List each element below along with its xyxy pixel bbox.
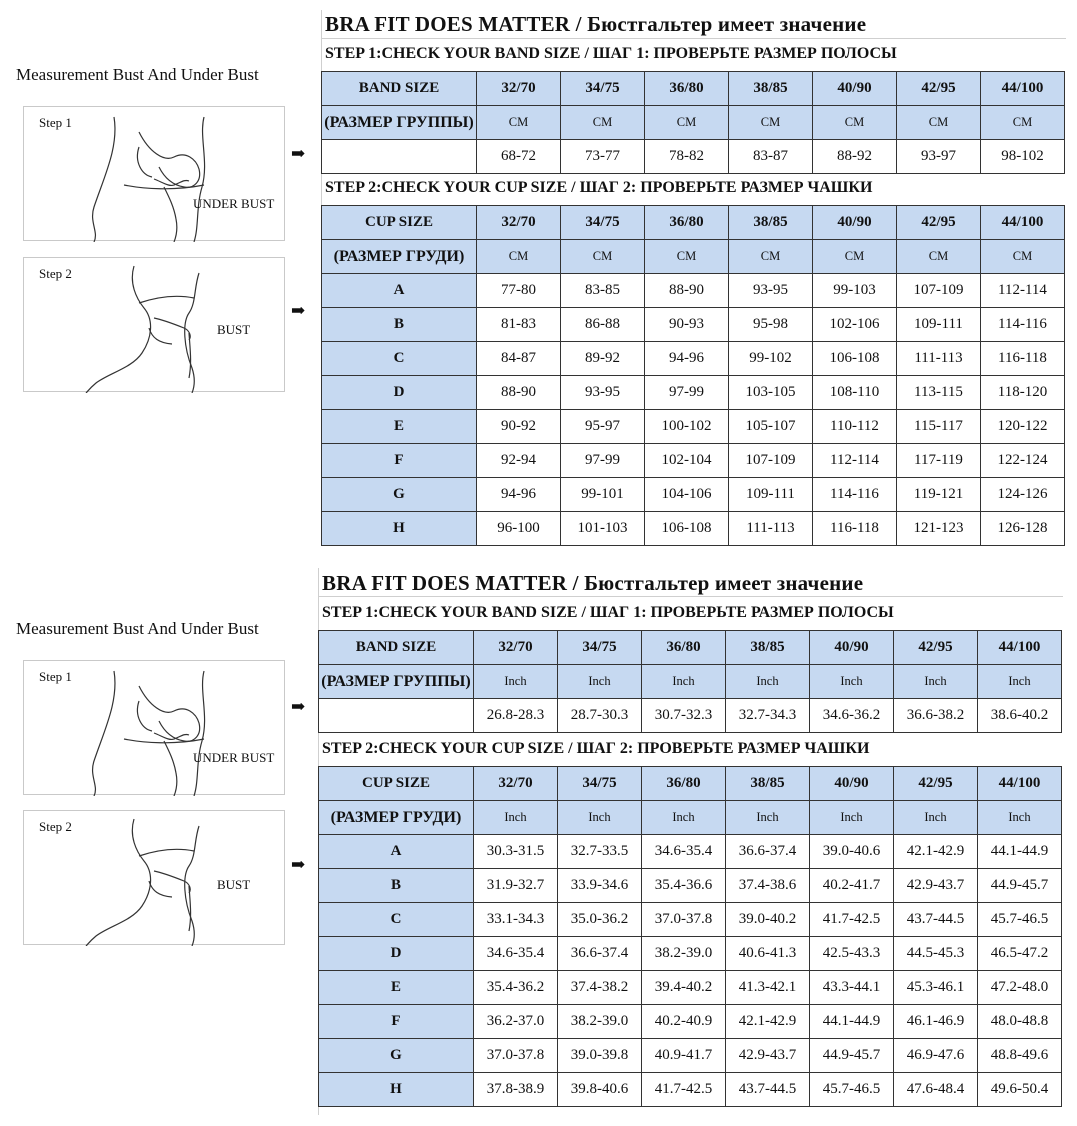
size-column-header: 32/70 xyxy=(477,72,561,106)
bust-measurement: 110-112 xyxy=(813,410,897,444)
empty-cell xyxy=(319,699,474,733)
table-row xyxy=(319,903,1062,937)
cup-letter: D xyxy=(322,376,477,410)
table-row xyxy=(322,274,1065,308)
bust-measurement: 83-85 xyxy=(561,274,645,308)
bust-label: BUST xyxy=(217,322,251,337)
bust-measurement: 40.6-41.3 xyxy=(726,937,810,971)
chart-title: BRA FIT DOES MATTER / Бюстгальтер имеет значение xyxy=(322,571,864,595)
bust-measurement: 38.2-39.0 xyxy=(642,937,726,971)
unit-label: CM xyxy=(981,106,1065,140)
unit-label: CM xyxy=(813,106,897,140)
bust-measurement: 35.4-36.2 xyxy=(474,971,558,1005)
cup-size-subheader: (РАЗМЕР ГРУДИ) xyxy=(322,240,477,274)
cup-letter: C xyxy=(322,342,477,376)
table-row xyxy=(319,1005,1062,1039)
arrow-right-icon: ➡ xyxy=(291,855,306,874)
bust-label: BUST xyxy=(217,877,251,892)
cup-letter: C xyxy=(319,903,474,937)
unit-label: CM xyxy=(477,106,561,140)
bust-measurement: 117-119 xyxy=(897,444,981,478)
unit-label: Inch xyxy=(978,801,1062,835)
measurement-title: Measurement Bust And Under Bust xyxy=(16,65,259,84)
unit-label: Inch xyxy=(558,665,642,699)
bust-measurement: 100-102 xyxy=(645,410,729,444)
bust-measurement: 92-94 xyxy=(477,444,561,478)
step1-title: STEP 1:CHECK YOUR BAND SIZE / ШАГ 1: ПРОВЕРЬТЕ РАЗМЕР ПОЛОСЫ xyxy=(325,45,897,62)
unit-label: CM xyxy=(981,240,1065,274)
bust-measurement: 90-92 xyxy=(477,410,561,444)
unit-label: CM xyxy=(813,240,897,274)
bust-measurement: 106-108 xyxy=(645,512,729,546)
size-column-header: 36/80 xyxy=(645,72,729,106)
bust-measurement: 48.0-48.8 xyxy=(978,1005,1062,1039)
bust-measurement: 126-128 xyxy=(981,512,1065,546)
size-column-header: 44/100 xyxy=(981,72,1065,106)
bust-measurement: 89-92 xyxy=(561,342,645,376)
bust-measurement: 48.8-49.6 xyxy=(978,1039,1062,1073)
bust-measurement: 77-80 xyxy=(477,274,561,308)
band-measurement: 68-72 xyxy=(477,140,561,174)
bust-measurement: 45.7-46.5 xyxy=(978,903,1062,937)
bust-measurement: 103-105 xyxy=(729,376,813,410)
unit-label: CM xyxy=(645,240,729,274)
bust-measurement: 122-124 xyxy=(981,444,1065,478)
size-column-header: 38/85 xyxy=(726,631,810,665)
bust-measurement: 111-113 xyxy=(897,342,981,376)
band-measurement: 32.7-34.3 xyxy=(726,699,810,733)
size-column-header: 44/100 xyxy=(981,206,1065,240)
bust-measurement: 99-101 xyxy=(561,478,645,512)
band-measurement: 28.7-30.3 xyxy=(558,699,642,733)
step2-illustration xyxy=(23,257,285,392)
bust-measurement: 39.8-40.6 xyxy=(558,1073,642,1107)
table-row xyxy=(319,937,1062,971)
bust-measurement: 32.7-33.5 xyxy=(558,835,642,869)
cup-letter: A xyxy=(319,835,474,869)
size-column-header: 34/75 xyxy=(561,72,645,106)
cup-letter: A xyxy=(322,274,477,308)
size-column-header: 40/90 xyxy=(813,206,897,240)
unit-label: Inch xyxy=(810,665,894,699)
chart-title: BRA FIT DOES MATTER / Бюстгальтер имеет значение xyxy=(325,12,867,36)
bust-measurement: 102-106 xyxy=(813,308,897,342)
unit-label: Inch xyxy=(726,665,810,699)
band-size-subheader: (РАЗМЕР ГРУППЫ) xyxy=(322,106,477,140)
bust-measurement: 35.0-36.2 xyxy=(558,903,642,937)
cup-size-header: CUP SIZE xyxy=(319,767,474,801)
table-row xyxy=(319,1073,1062,1107)
bust-measurement: 114-116 xyxy=(813,478,897,512)
bust-measurement: 39.0-40.2 xyxy=(726,903,810,937)
step2-title: STEP 2:CHECK YOUR CUP SIZE / ШАГ 2: ПРОВЕРЬТЕ РАЗМЕР ЧАШКИ xyxy=(322,740,870,757)
bust-measurement: 43.7-44.5 xyxy=(894,903,978,937)
bust-measurement: 95-98 xyxy=(729,308,813,342)
bust-measurement: 40.9-41.7 xyxy=(642,1039,726,1073)
cup-size-header: CUP SIZE xyxy=(322,206,477,240)
unit-label: Inch xyxy=(474,801,558,835)
table-row xyxy=(322,410,1065,444)
bust-measurement: 81-83 xyxy=(477,308,561,342)
band-size-table xyxy=(321,71,1065,174)
cup-letter: E xyxy=(319,971,474,1005)
unit-label: Inch xyxy=(474,665,558,699)
bust-measurement: 88-90 xyxy=(645,274,729,308)
under-bust-label: UNDER BUST xyxy=(193,196,275,211)
band-measurement: 73-77 xyxy=(561,140,645,174)
step1-illustration xyxy=(23,106,285,241)
arrow-right-icon: ➡ xyxy=(291,144,306,163)
band-measurement: 38.6-40.2 xyxy=(978,699,1062,733)
bust-measurement: 44.9-45.7 xyxy=(810,1039,894,1073)
divider xyxy=(318,596,1063,597)
bust-measurement: 37.0-37.8 xyxy=(474,1039,558,1073)
empty-cell xyxy=(322,140,477,174)
table-row xyxy=(322,308,1065,342)
bust-measurement: 44.1-44.9 xyxy=(810,1005,894,1039)
bust-measurement: 114-116 xyxy=(981,308,1065,342)
bust-measurement: 113-115 xyxy=(897,376,981,410)
size-column-header: 42/95 xyxy=(894,767,978,801)
bust-measurement: 116-118 xyxy=(981,342,1065,376)
bust-measurement: 94-96 xyxy=(477,478,561,512)
cup-letter: G xyxy=(319,1039,474,1073)
step1-label: Step 1 xyxy=(39,669,72,684)
unit-label: CM xyxy=(561,106,645,140)
bust-measurement: 118-120 xyxy=(981,376,1065,410)
size-column-header: 38/85 xyxy=(729,206,813,240)
band-measurement: 98-102 xyxy=(981,140,1065,174)
size-column-header: 36/80 xyxy=(642,631,726,665)
bust-measurement: 41.7-42.5 xyxy=(810,903,894,937)
bust-measurement: 44.1-44.9 xyxy=(978,835,1062,869)
unit-label: Inch xyxy=(978,665,1062,699)
table-row xyxy=(319,971,1062,1005)
unit-label: Inch xyxy=(894,665,978,699)
bust-measurement: 42.1-42.9 xyxy=(894,835,978,869)
size-column-header: 38/85 xyxy=(726,767,810,801)
step2-title: STEP 2:CHECK YOUR CUP SIZE / ШАГ 2: ПРОВЕРЬТЕ РАЗМЕР ЧАШКИ xyxy=(325,179,873,196)
cup-letter: D xyxy=(319,937,474,971)
bust-measurement: 109-111 xyxy=(897,308,981,342)
cup-letter: B xyxy=(319,869,474,903)
band-measurement: 36.6-38.2 xyxy=(894,699,978,733)
bust-measurement: 95-97 xyxy=(561,410,645,444)
table-row xyxy=(322,376,1065,410)
size-column-header: 34/75 xyxy=(558,631,642,665)
bust-measurement: 35.4-36.6 xyxy=(642,869,726,903)
cup-letter: H xyxy=(322,512,477,546)
size-column-header: 32/70 xyxy=(474,767,558,801)
bust-measurement: 93-95 xyxy=(729,274,813,308)
table-row xyxy=(322,342,1065,376)
step2-illustration xyxy=(23,810,285,945)
bust-measurement: 33.1-34.3 xyxy=(474,903,558,937)
size-column-header: 34/75 xyxy=(561,206,645,240)
bust-measurement: 36.6-37.4 xyxy=(726,835,810,869)
bust-measurement: 93-95 xyxy=(561,376,645,410)
size-column-header: 40/90 xyxy=(810,631,894,665)
bust-measurement: 106-108 xyxy=(813,342,897,376)
band-measurement: 83-87 xyxy=(729,140,813,174)
size-column-header: 40/90 xyxy=(810,767,894,801)
bust-measurement: 124-126 xyxy=(981,478,1065,512)
bust-measurement: 42.9-43.7 xyxy=(726,1039,810,1073)
unit-label: Inch xyxy=(642,801,726,835)
size-column-header: 40/90 xyxy=(813,72,897,106)
bust-measurement: 47.2-48.0 xyxy=(978,971,1062,1005)
band-measurement: 34.6-36.2 xyxy=(810,699,894,733)
bust-measurement: 84-87 xyxy=(477,342,561,376)
band-size-header: BAND SIZE xyxy=(319,631,474,665)
unit-label: CM xyxy=(645,106,729,140)
bust-measurement: 102-104 xyxy=(645,444,729,478)
arrow-right-icon: ➡ xyxy=(291,697,306,716)
bust-measurement: 34.6-35.4 xyxy=(474,937,558,971)
band-measurement: 30.7-32.3 xyxy=(642,699,726,733)
size-column-header: 42/95 xyxy=(897,72,981,106)
unit-label: Inch xyxy=(894,801,978,835)
size-column-header: 36/80 xyxy=(642,767,726,801)
unit-label: Inch xyxy=(726,801,810,835)
bust-measurement: 105-107 xyxy=(729,410,813,444)
table-row xyxy=(319,835,1062,869)
bust-measurement: 97-99 xyxy=(645,376,729,410)
bust-measurement: 36.2-37.0 xyxy=(474,1005,558,1039)
cup-size-table xyxy=(318,766,1062,1107)
band-size-table xyxy=(318,630,1062,733)
unit-label: CM xyxy=(561,240,645,274)
bust-measurement: 43.7-44.5 xyxy=(726,1073,810,1107)
bust-measurement: 43.3-44.1 xyxy=(810,971,894,1005)
bust-measurement: 31.9-32.7 xyxy=(474,869,558,903)
bust-measurement: 99-103 xyxy=(813,274,897,308)
cup-letter: G xyxy=(322,478,477,512)
bust-measurement: 121-123 xyxy=(897,512,981,546)
bust-measurement: 41.3-42.1 xyxy=(726,971,810,1005)
size-column-header: 32/70 xyxy=(477,206,561,240)
bust-measurement: 115-117 xyxy=(897,410,981,444)
table-row xyxy=(322,444,1065,478)
unit-label: Inch xyxy=(642,665,726,699)
bust-measurement: 104-106 xyxy=(645,478,729,512)
bust-measurement: 107-109 xyxy=(729,444,813,478)
cup-size-subheader: (РАЗМЕР ГРУДИ) xyxy=(319,801,474,835)
bust-measurement: 49.6-50.4 xyxy=(978,1073,1062,1107)
bust-measurement: 101-103 xyxy=(561,512,645,546)
bust-measurement: 46.1-46.9 xyxy=(894,1005,978,1039)
table-row xyxy=(319,869,1062,903)
size-column-header: 42/95 xyxy=(897,206,981,240)
bust-measurement: 42.1-42.9 xyxy=(726,1005,810,1039)
cup-letter: E xyxy=(322,410,477,444)
cup-letter: B xyxy=(322,308,477,342)
bust-measurement: 112-114 xyxy=(981,274,1065,308)
divider xyxy=(321,38,1066,39)
table-row xyxy=(322,512,1065,546)
bust-measurement: 88-90 xyxy=(477,376,561,410)
unit-label: CM xyxy=(729,240,813,274)
bust-measurement: 90-93 xyxy=(645,308,729,342)
bust-measurement: 111-113 xyxy=(729,512,813,546)
bust-measurement: 40.2-41.7 xyxy=(810,869,894,903)
bust-measurement: 40.2-40.9 xyxy=(642,1005,726,1039)
cup-letter: F xyxy=(319,1005,474,1039)
band-measurement: 88-92 xyxy=(813,140,897,174)
cup-size-table xyxy=(321,205,1065,546)
size-column-header: 44/100 xyxy=(978,767,1062,801)
bust-measurement: 44.5-45.3 xyxy=(894,937,978,971)
size-chart-inch xyxy=(0,560,1077,1120)
step1-illustration xyxy=(23,660,285,795)
under-bust-label: UNDER BUST xyxy=(193,750,275,765)
bust-measurement: 42.5-43.3 xyxy=(810,937,894,971)
bust-measurement: 37.4-38.6 xyxy=(726,869,810,903)
size-chart-cm xyxy=(0,0,1077,552)
unit-label: Inch xyxy=(810,801,894,835)
size-column-header: 36/80 xyxy=(645,206,729,240)
step1-title: STEP 1:CHECK YOUR BAND SIZE / ШАГ 1: ПРОВЕРЬТЕ РАЗМЕР ПОЛОСЫ xyxy=(322,604,894,621)
bust-measurement: 96-100 xyxy=(477,512,561,546)
size-column-header: 32/70 xyxy=(474,631,558,665)
cup-letter: H xyxy=(319,1073,474,1107)
bust-measurement: 33.9-34.6 xyxy=(558,869,642,903)
unit-label: CM xyxy=(897,106,981,140)
bust-measurement: 36.6-37.4 xyxy=(558,937,642,971)
unit-label: CM xyxy=(897,240,981,274)
size-column-header: 44/100 xyxy=(978,631,1062,665)
unit-label: Inch xyxy=(558,801,642,835)
step1-label: Step 1 xyxy=(39,115,72,130)
bust-measurement: 120-122 xyxy=(981,410,1065,444)
bust-measurement: 99-102 xyxy=(729,342,813,376)
bust-measurement: 37.0-37.8 xyxy=(642,903,726,937)
band-measurement: 93-97 xyxy=(897,140,981,174)
bust-measurement: 116-118 xyxy=(813,512,897,546)
size-column-header: 38/85 xyxy=(729,72,813,106)
bust-measurement: 39.0-39.8 xyxy=(558,1039,642,1073)
bust-measurement: 37.8-38.9 xyxy=(474,1073,558,1107)
size-column-header: 42/95 xyxy=(894,631,978,665)
bust-measurement: 97-99 xyxy=(561,444,645,478)
arrow-right-icon: ➡ xyxy=(291,301,306,320)
bust-measurement: 41.7-42.5 xyxy=(642,1073,726,1107)
table-row xyxy=(319,1039,1062,1073)
bust-measurement: 119-121 xyxy=(897,478,981,512)
bust-measurement: 86-88 xyxy=(561,308,645,342)
band-size-header: BAND SIZE xyxy=(322,72,477,106)
band-measurement: 26.8-28.3 xyxy=(474,699,558,733)
unit-label: CM xyxy=(729,106,813,140)
bust-measurement: 44.9-45.7 xyxy=(978,869,1062,903)
bust-measurement: 37.4-38.2 xyxy=(558,971,642,1005)
measurement-title: Measurement Bust And Under Bust xyxy=(16,619,259,638)
bust-measurement: 47.6-48.4 xyxy=(894,1073,978,1107)
bust-measurement: 45.3-46.1 xyxy=(894,971,978,1005)
bust-measurement: 46.9-47.6 xyxy=(894,1039,978,1073)
unit-label: CM xyxy=(477,240,561,274)
bust-measurement: 38.2-39.0 xyxy=(558,1005,642,1039)
bust-measurement: 109-111 xyxy=(729,478,813,512)
bust-measurement: 30.3-31.5 xyxy=(474,835,558,869)
step2-label: Step 2 xyxy=(39,266,72,281)
band-measurement: 78-82 xyxy=(645,140,729,174)
bust-measurement: 39.0-40.6 xyxy=(810,835,894,869)
bust-measurement: 108-110 xyxy=(813,376,897,410)
size-column-header: 34/75 xyxy=(558,767,642,801)
cup-letter: F xyxy=(322,444,477,478)
bust-measurement: 94-96 xyxy=(645,342,729,376)
step2-label: Step 2 xyxy=(39,819,72,834)
bust-measurement: 45.7-46.5 xyxy=(810,1073,894,1107)
bust-measurement: 34.6-35.4 xyxy=(642,835,726,869)
band-size-subheader: (РАЗМЕР ГРУППЫ) xyxy=(319,665,474,699)
bust-measurement: 107-109 xyxy=(897,274,981,308)
bust-measurement: 112-114 xyxy=(813,444,897,478)
bust-measurement: 46.5-47.2 xyxy=(978,937,1062,971)
bust-measurement: 39.4-40.2 xyxy=(642,971,726,1005)
bust-measurement: 42.9-43.7 xyxy=(894,869,978,903)
table-row xyxy=(322,478,1065,512)
